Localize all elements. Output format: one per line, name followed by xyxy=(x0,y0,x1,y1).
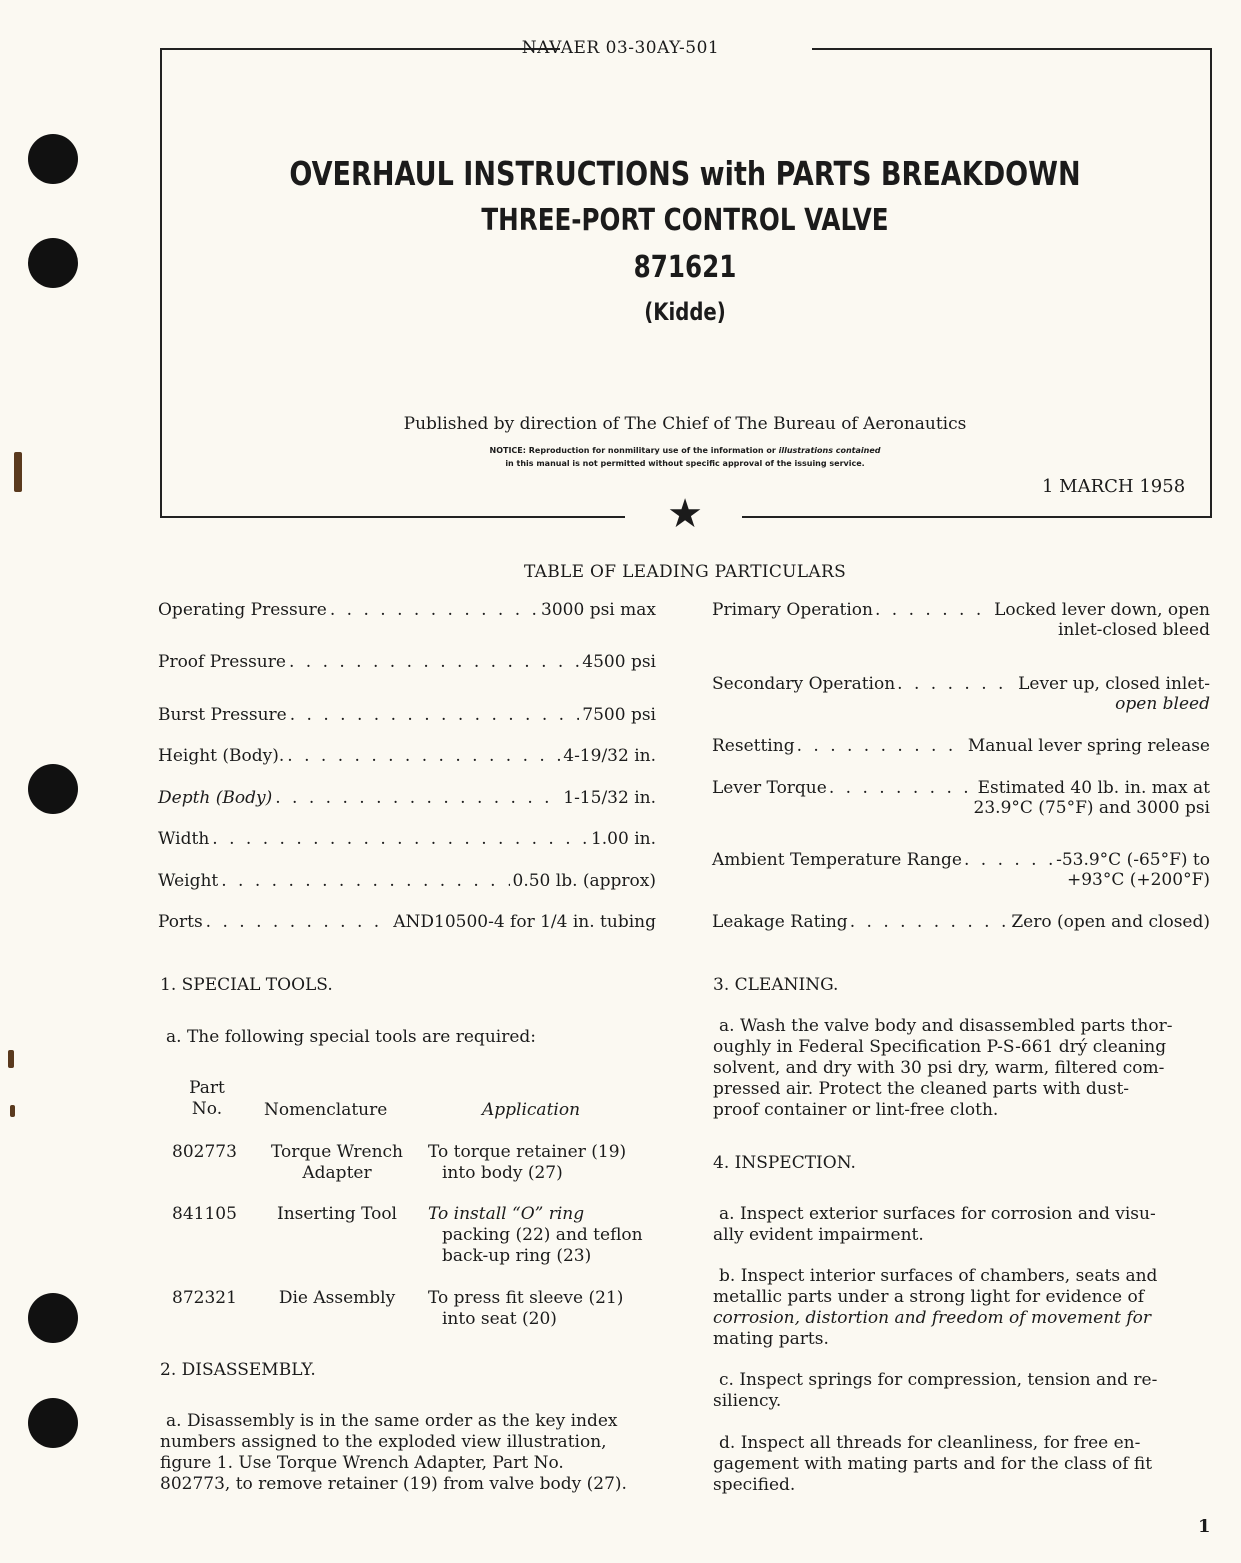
binder-hole xyxy=(28,134,78,184)
published-by: Published by direction of The Chief of The Bureau of Aeronautics xyxy=(403,414,967,434)
column-header-nomenclature: Nomenclature xyxy=(264,1100,388,1120)
manufacturer: (Kidde) xyxy=(644,298,726,326)
paper-blemish xyxy=(10,1105,15,1117)
star-icon: ★ xyxy=(667,491,703,537)
column-header-part: Part No. xyxy=(189,1078,225,1119)
section-heading-special-tools: 1. SPECIAL TOOLS. xyxy=(160,975,333,995)
part-number-title: 871621 xyxy=(633,250,737,285)
binder-hole xyxy=(28,764,78,814)
particular-row: Primary Operation . . . Locked lever down, open inlet-closed bleed xyxy=(712,600,1210,640)
document-title: OVERHAUL INSTRUCTIONS with PARTS BREAKDOWN xyxy=(289,154,1081,193)
particular-row: Burst Pressure . . . 7500 psi xyxy=(158,705,656,725)
particular-row: Lever Torque . . . Estimated 40 lb. in. max at 23.9°C (75°F) and 3000 psi xyxy=(712,778,1210,818)
document-subtitle: THREE-PORT CONTROL VALVE xyxy=(481,203,889,238)
paragraph-1a: a. The following special tools are required: xyxy=(166,1027,536,1047)
particular-row: Secondary Operation . . . Lever up, closed inlet- open bleed xyxy=(712,674,1210,714)
document-number: NAVAER 03-30AY-501 xyxy=(521,38,720,58)
paragraph-4a: a. Inspect exterior surfaces for corrosion and visu- ally evident impairment. xyxy=(713,1204,1156,1245)
section-heading-inspection: 4. INSPECTION. xyxy=(713,1153,856,1173)
paper-blemish xyxy=(8,1050,14,1068)
publication-date: 1 MARCH 1958 xyxy=(1042,476,1186,497)
paragraph-3a: a. Wash the valve body and disassembled parts thor- oughly in Federal Specification P-S-661 drý cleaning solvent, and dry with 30 psi dry, warm, filtered com- pressed air. Protect the cleaned parts with dust- proof container or lint-free cloth. xyxy=(713,1016,1173,1120)
particular-row: Resetting . . . Manual lever spring release xyxy=(712,736,1210,756)
binder-hole xyxy=(28,238,78,288)
column-header-application: Application xyxy=(482,1100,581,1120)
binder-hole xyxy=(28,1398,78,1448)
paragraph-4b: b. Inspect interior surfaces of chambers, seats and metallic parts under a strong light for evidence of corrosion, distortion and freedom of movement for mating parts. xyxy=(713,1266,1158,1349)
leading-particulars-title: TABLE OF LEADING PARTICULARS xyxy=(523,562,847,582)
binder-hole xyxy=(28,1293,78,1343)
section-heading-cleaning: 3. CLEANING. xyxy=(713,975,839,995)
particular-row: Leakage Rating . . . Zero (open and closed) xyxy=(712,912,1210,932)
particular-row: Operating Pressure . . . 3000 psi max xyxy=(158,600,656,620)
title-block xyxy=(123,150,1241,332)
particular-row: Proof Pressure . . . 4500 psi xyxy=(158,652,656,672)
section-heading-disassembly: 2. DISASSEMBLY. xyxy=(160,1360,316,1380)
page-number: 1 xyxy=(1198,1516,1211,1537)
paragraph-4d: d. Inspect all threads for cleanliness, for free en- gagement with mating parts and for the class of fit specified. xyxy=(713,1433,1153,1495)
particular-row: Width . . . 1.00 in. xyxy=(158,829,656,849)
particular-row: Depth (Body) . . . 1-15/32 in. xyxy=(158,788,656,808)
notice: NOTICE: Reproduction for nonmilitary use of the information or illustrations contained in this manual is not permitted without specific approval of the issuing service. xyxy=(489,446,881,468)
paragraph-2a: a. Disassembly is in the same order as the key index numbers assigned to the exploded view illustration, figure 1. Use Torque Wrench Adapter, Part No. 802773, to remove retainer (19) from valve body (27). xyxy=(160,1411,627,1494)
particular-row: Weight . . . 0.50 lb. (approx) xyxy=(158,871,656,891)
particular-row: Height (Body). . . . 4-19/32 in. xyxy=(158,746,656,766)
paragraph-4c: c. Inspect springs for compression, tension and re- siliency. xyxy=(713,1370,1158,1411)
particular-row: Ports . . . AND10500-4 for 1/4 in. tubing xyxy=(158,912,656,932)
particular-row: Ambient Temperature Range . . . -53.9°C (-65°F) to +93°C (+200°F) xyxy=(712,850,1210,890)
